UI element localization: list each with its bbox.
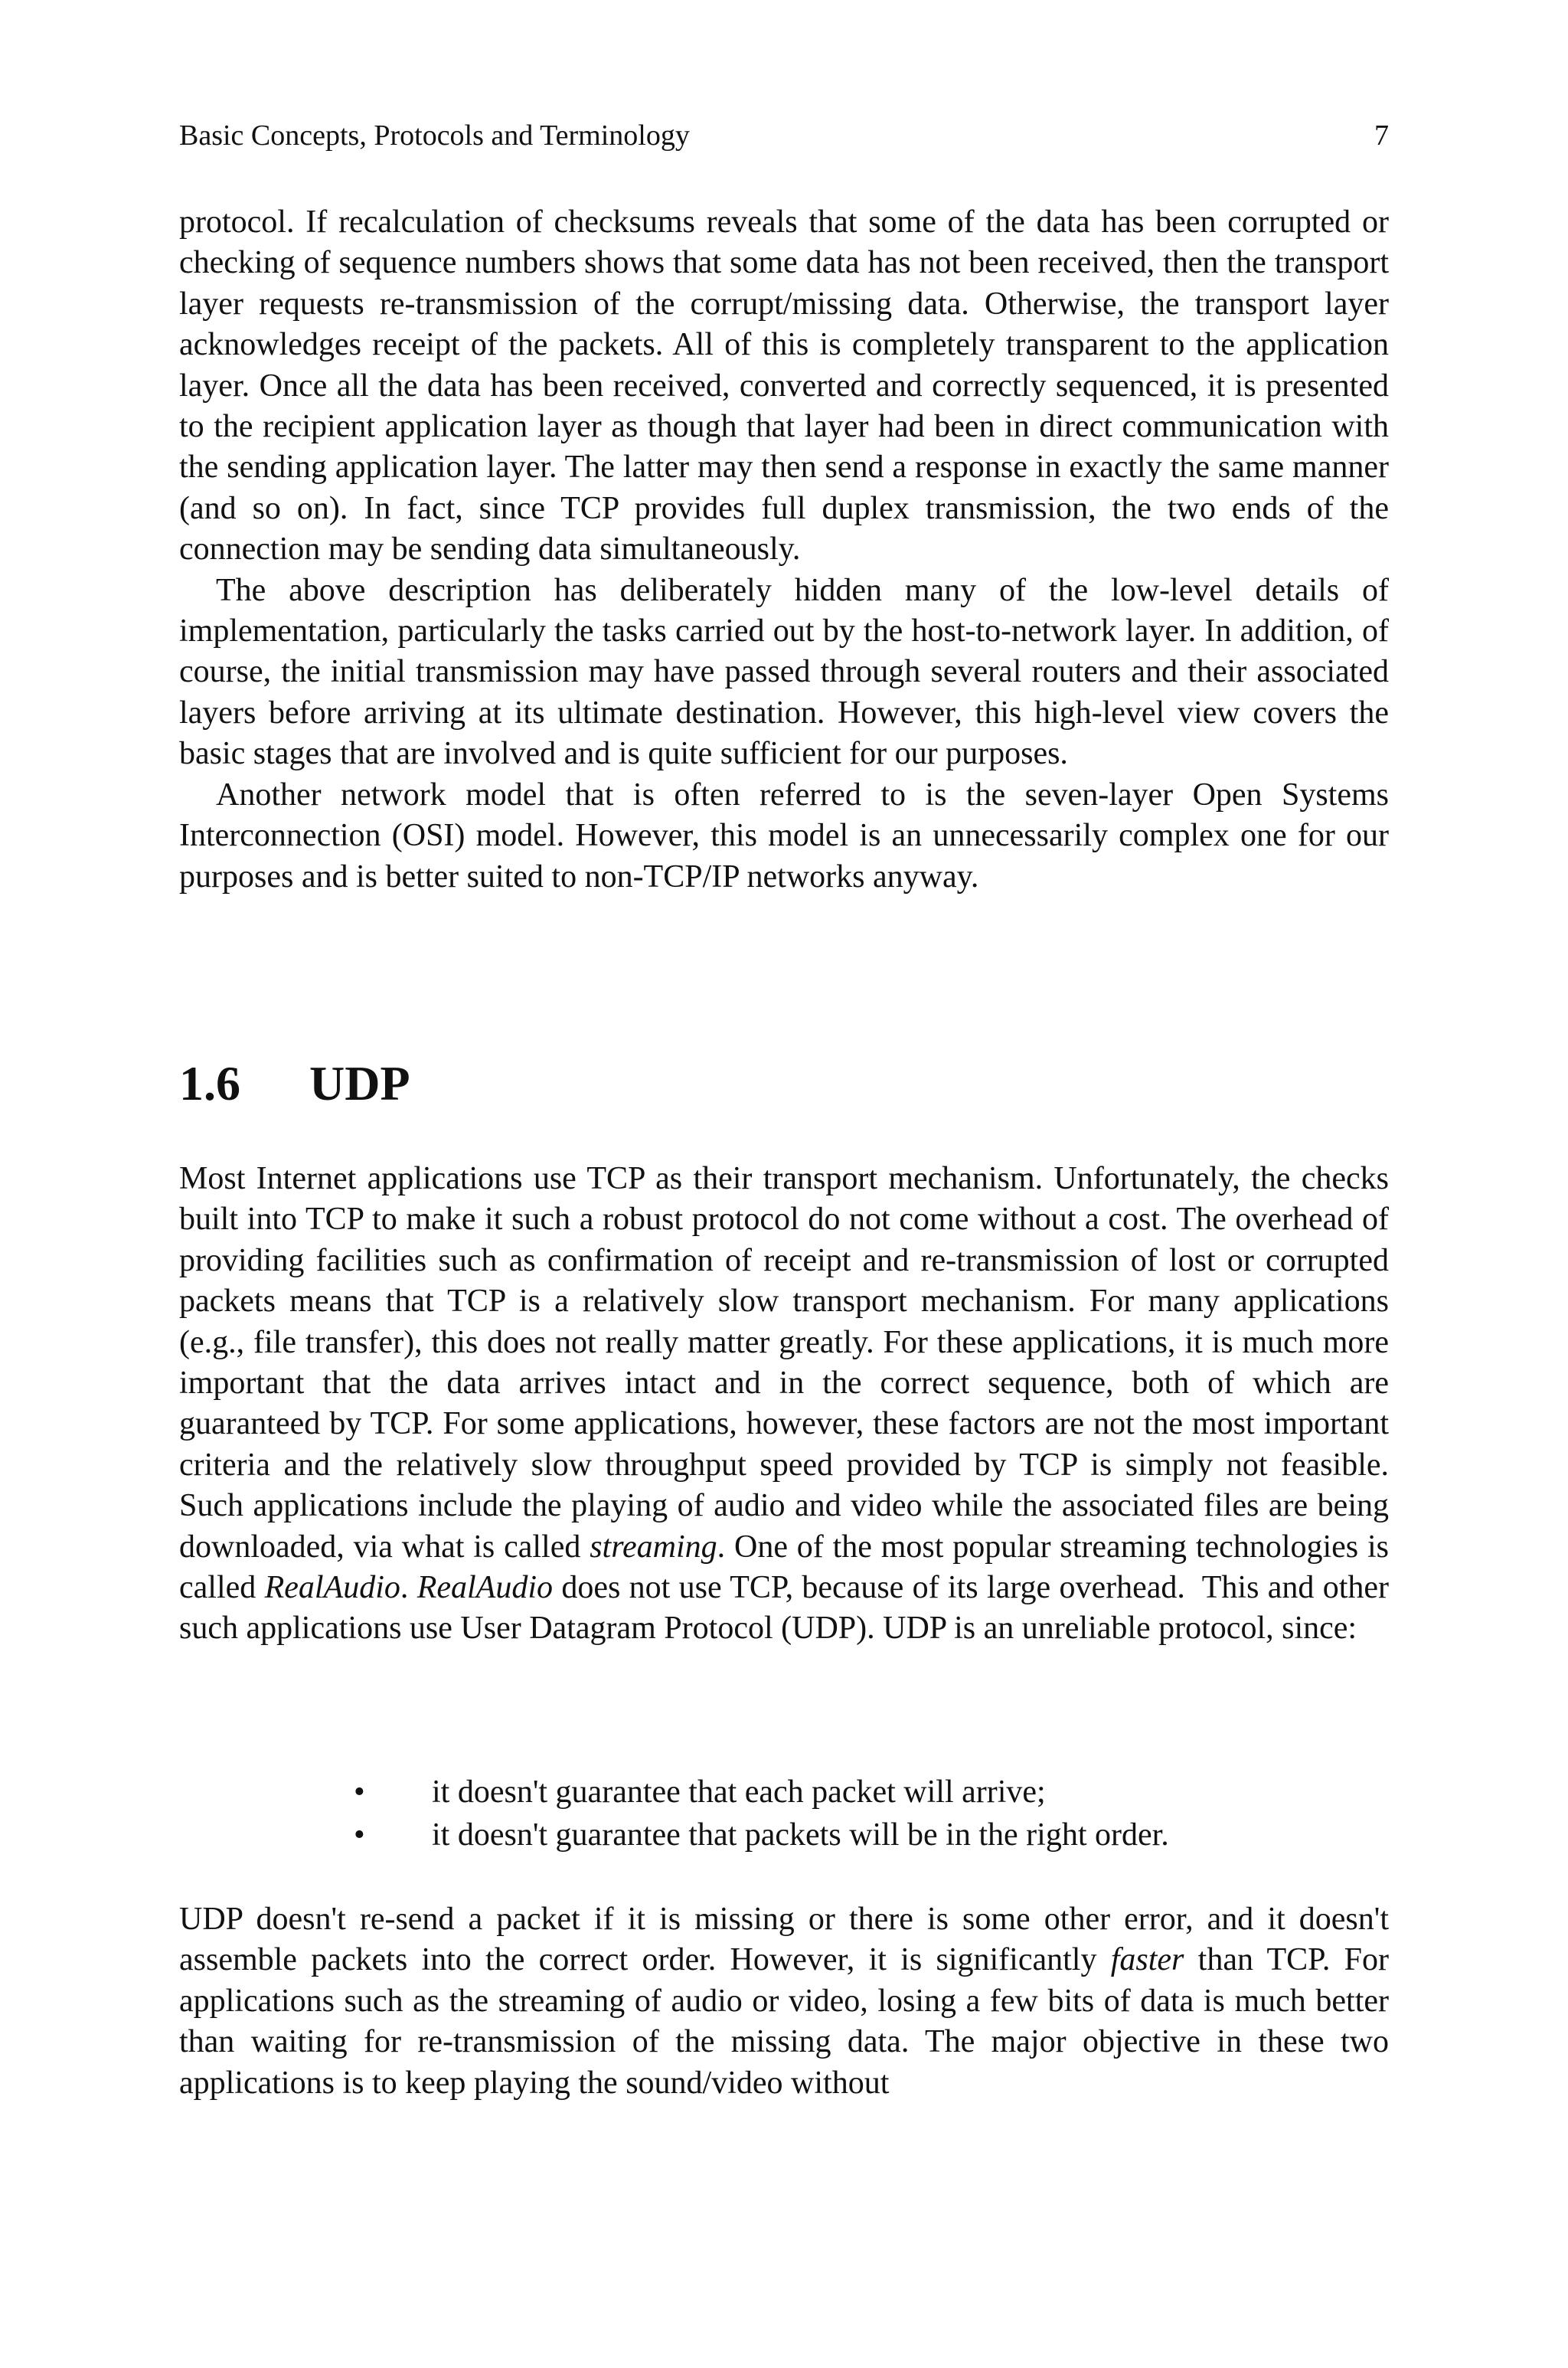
text-run: than TCP. For applications such as the streaming of audio or video, losing a few bits of data is much better than waiting for re-transmission of the missing data. The major objective in these two applications is to keep playing the sound/video without bbox=[179, 1942, 1389, 2101]
emphasis-realaudio: RealAudio bbox=[264, 1570, 400, 1606]
section-title: UDP bbox=[309, 1056, 410, 1110]
text-run: does not use TCP, because of its large overhead. This and other such applications use User Datagram Protocol (UDP). UDP is an unreliable protocol, since: bbox=[179, 1570, 1390, 1647]
running-title: Basic Concepts, Protocols and Terminology bbox=[179, 119, 690, 152]
bullet-icon: • bbox=[354, 1774, 365, 1810]
running-header bbox=[179, 116, 1389, 155]
udp-text-block bbox=[179, 1159, 1389, 1650]
paragraph-continued: protocol. If recalculation of checksums reveals that some of the data has been corrupted or checking of sequence numbers shows that some data has not been received, then the transport layer requests re-transmission of the corrupt/missing data. Otherwise, the transport layer acknowledges receipt of the packets. All of this is completely transparent to the application layer. Once all the data has been received, converted and correctly sequenced, it is presented to the recipient application layer as though that layer had been in direct communication with the sending application layer. The latter may then send a response in exactly the same manner (and so on). In fact, since TCP provides full duplex transmission, the two ends of the connection may be sending data simultaneously. bbox=[179, 204, 1389, 567]
paragraph-osi-model: Another network model that is often referred to is the seven-layer Open Systems Interconnection (OSI) model. However, this model is an unnecessarily complex one for our purposes and is better suited to non-TCP/IP networks anyway. bbox=[179, 777, 1389, 895]
list-item-text: it doesn't guarantee that packets will be in the right order. bbox=[432, 1817, 1169, 1853]
continued-text-block bbox=[179, 202, 1389, 898]
list-item bbox=[179, 1771, 1389, 1814]
section-number: 1.6 bbox=[179, 1056, 240, 1110]
paragraph-udp-speed bbox=[179, 1899, 1389, 2104]
emphasis-faster: faster bbox=[1110, 1942, 1184, 1978]
section-heading bbox=[179, 1049, 410, 1118]
list-item bbox=[179, 1814, 1389, 1856]
text-run: UDP doesn't re-send a packet if it is missing or there is some other error, and it doesn't assemble packets into the correct order. However, it is significantly bbox=[179, 1902, 1389, 1978]
text-run: . bbox=[400, 1570, 417, 1606]
paragraph-udp-intro bbox=[179, 1159, 1389, 1650]
text-run: Most Internet applications use TCP as their transport mechanism. Unfortunately, the checks built into TCP to make it such a robust protocol do not come without a cost. The overhead of providing facilities such as confirmation of receipt and re-transmission of lost or corrupted packets means that TCP is a relatively slow transport mechanism. For many applications (e.g., file transfer), this does not really matter greatly. For these applications, it is much more important that the data arrives intact and in the correct sequence, both of which are guaranteed by TCP. For some applications, however, these factors are not the most important criteria and the relatively slow throughput speed provided by TCP is simply not feasible. Such applications include the playing of audio and video while the associated files are being downloaded, via what is called bbox=[179, 1161, 1389, 1565]
page-number: 7 bbox=[1374, 119, 1389, 152]
paragraph-implementation-details: The above description has deliberately hidden many of the low-level details of implementation, particularly the tasks carried out by the host-to-network layer. In addition, of course, the initial transmission may have passed through several routers and their associated layers before arriving at its ultimate destination. However, this high-level view covers the basic stages that are involved and is quite sufficient for our purposes. bbox=[179, 572, 1389, 772]
emphasis-realaudio: RealAudio bbox=[416, 1570, 554, 1606]
bullet-list bbox=[179, 1771, 1389, 1856]
bullet-icon: • bbox=[354, 1817, 365, 1853]
text-run: . One of the most popular streaming technologies is called bbox=[179, 1529, 1389, 1606]
emphasis-streaming: streaming bbox=[590, 1529, 717, 1565]
list-item-text: it doesn't guarantee that each packet will arrive; bbox=[432, 1774, 1046, 1810]
udp-followup-text-block bbox=[179, 1899, 1389, 2104]
